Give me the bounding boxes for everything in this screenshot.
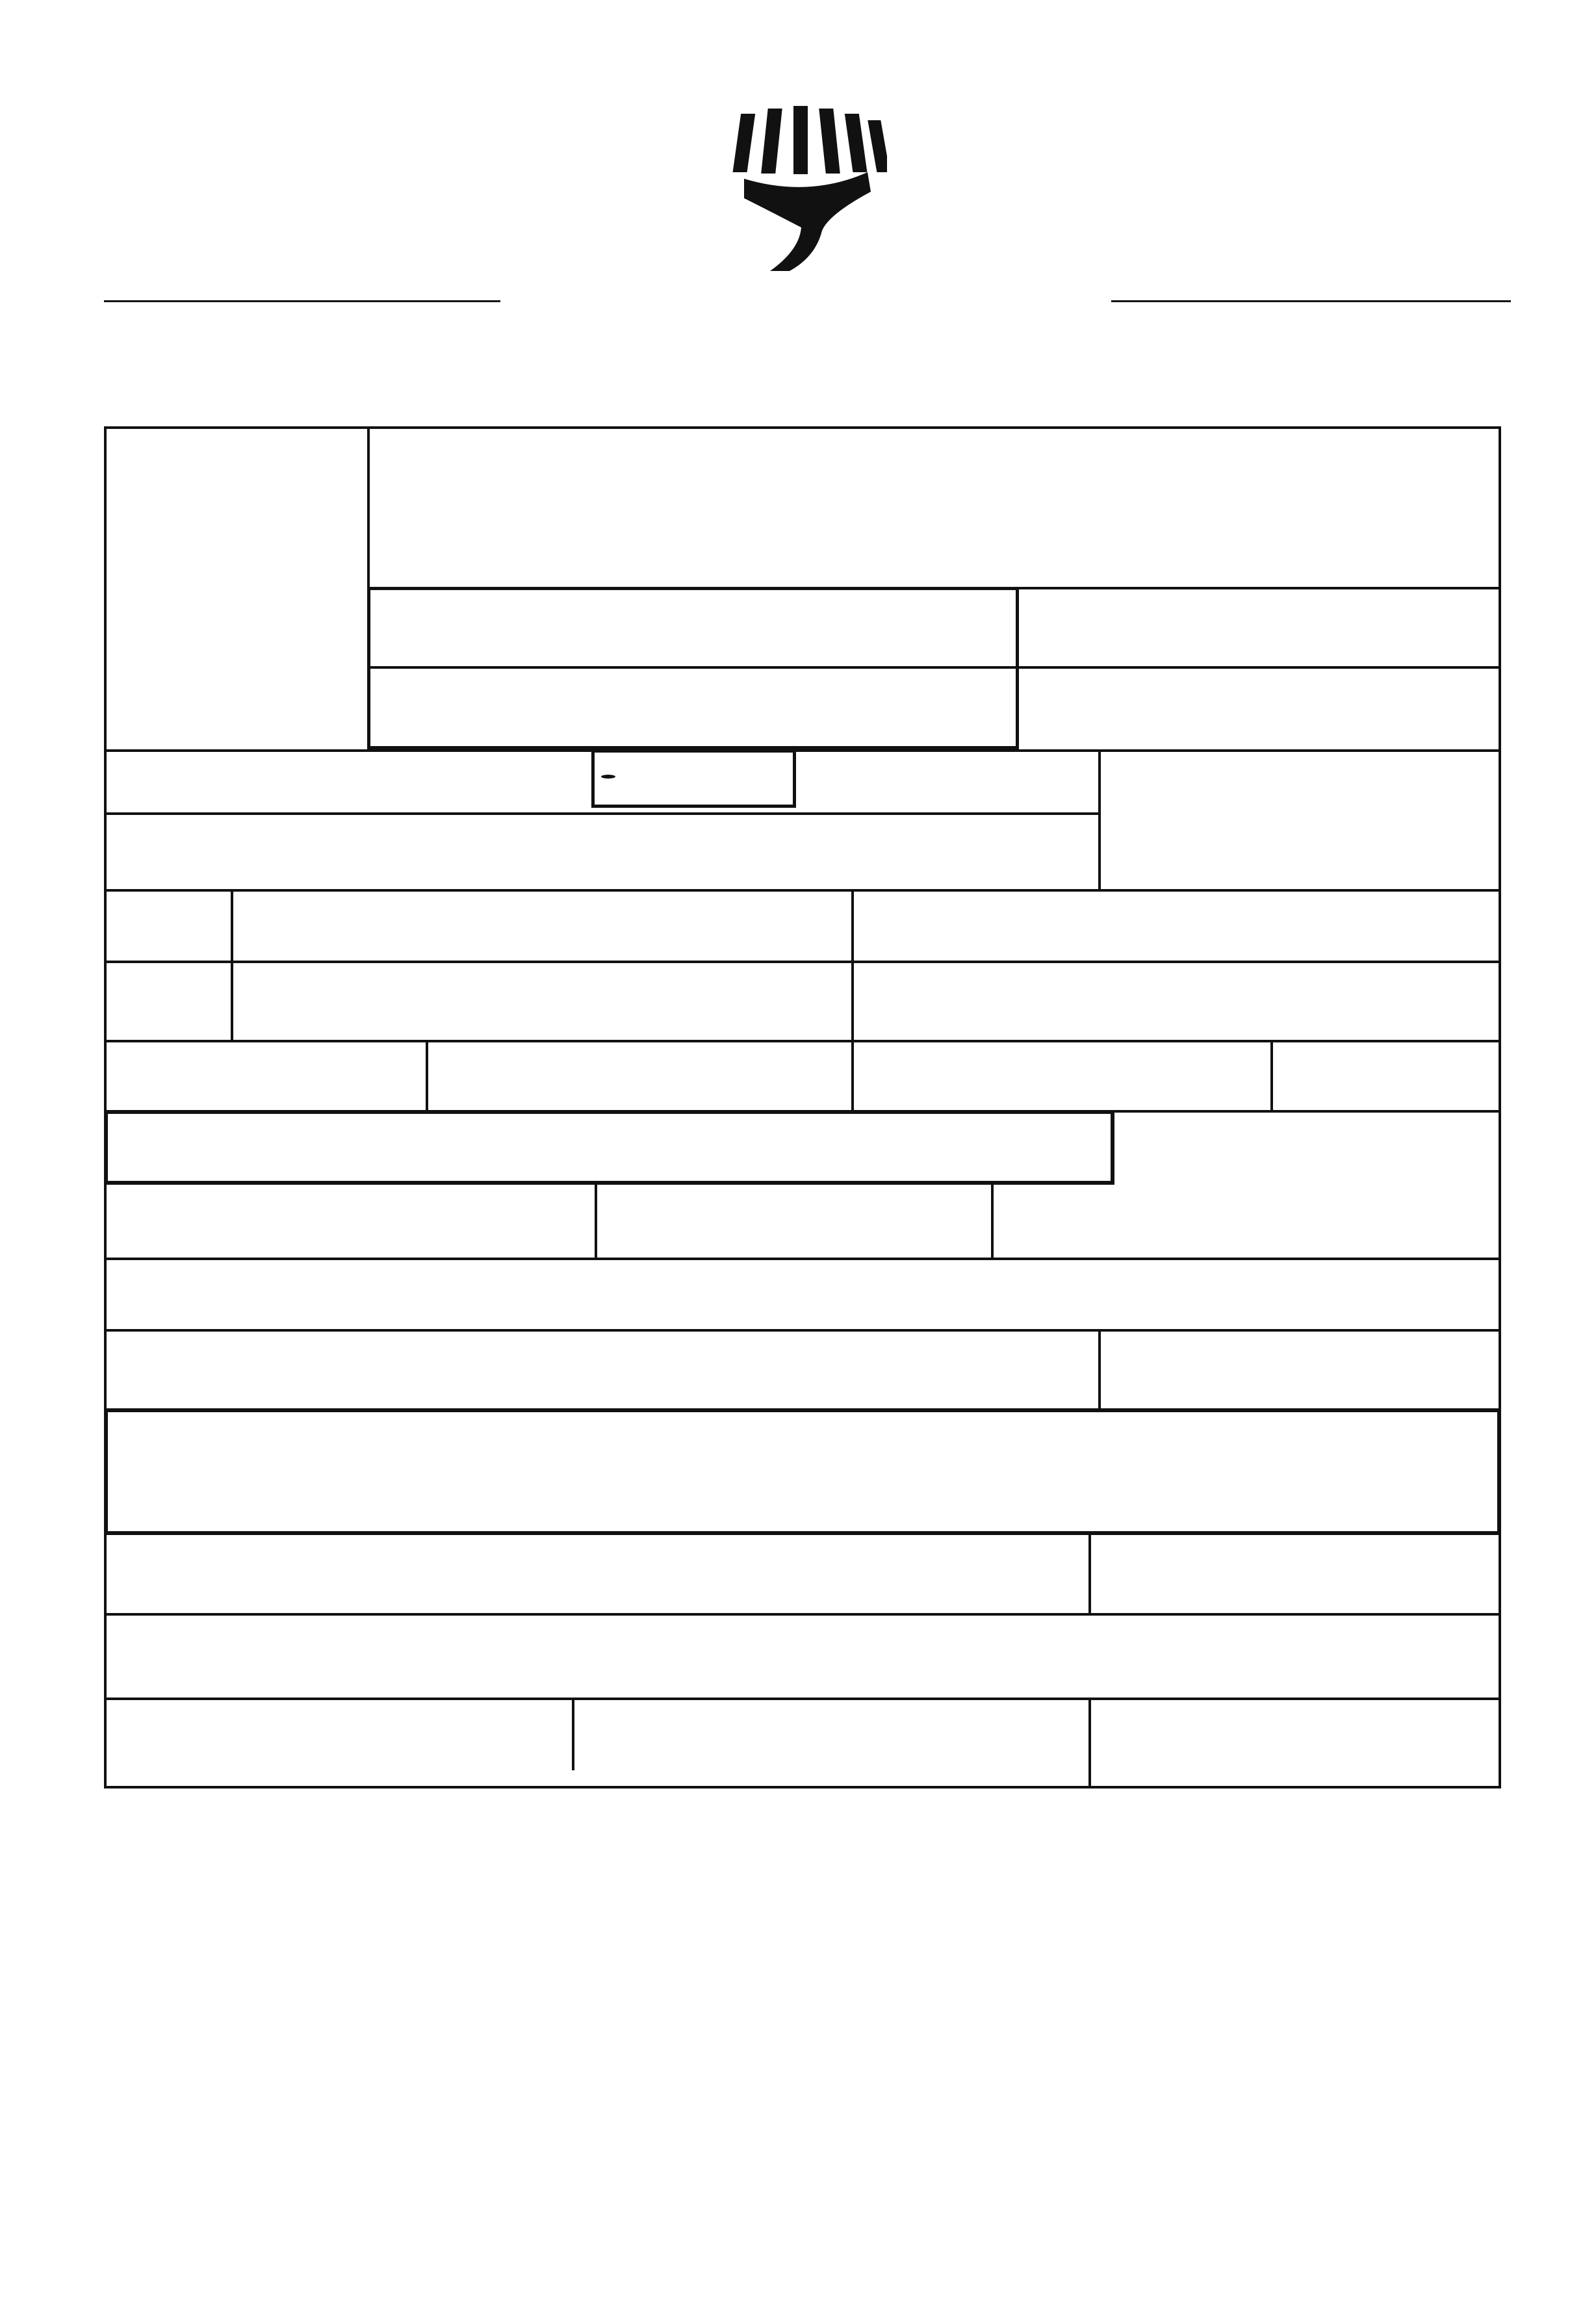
rule-main-place [1098, 1329, 1101, 1408]
rule-surname-top [1019, 587, 1501, 589]
sex-option-male[interactable] [601, 775, 615, 779]
title-rule-left [104, 300, 500, 302]
rule-row-mother [104, 961, 1501, 963]
rule-sub-1 [572, 1698, 574, 1770]
rule-family-1 [426, 1040, 428, 1110]
rule-row-degree [104, 749, 1501, 752]
sex-field [601, 755, 615, 785]
rule-profession-2 [991, 1185, 994, 1258]
death-circumstances-box [104, 1408, 1501, 1535]
rule-row-declaration [104, 1613, 1501, 1616]
rule-parent-tag [231, 889, 233, 1040]
title-rule-right [1111, 300, 1511, 302]
residence-box [104, 1110, 1114, 1185]
rule-parent-mid [851, 889, 854, 1040]
yad-vashem-logo [731, 101, 887, 276]
rule-name-mid [367, 666, 1501, 669]
rule-death-place [1088, 1535, 1091, 1613]
sex-box [591, 749, 796, 808]
rule-row-submitter [104, 1698, 1501, 1700]
rule-family-3 [1270, 1040, 1273, 1110]
rule-profession-1 [595, 1185, 597, 1258]
rule-sub-2 [1088, 1698, 1091, 1788]
rule-row-war [104, 1258, 1501, 1260]
rule-row-family [104, 1040, 1501, 1042]
rule-row-father [104, 889, 1501, 892]
rule-family-2 [851, 1040, 854, 1110]
rule-row-birthplace [104, 812, 1098, 815]
rule-age-left [1098, 749, 1101, 889]
rule-row-main-place [104, 1329, 1501, 1332]
rule-row-residence [1114, 1110, 1501, 1113]
